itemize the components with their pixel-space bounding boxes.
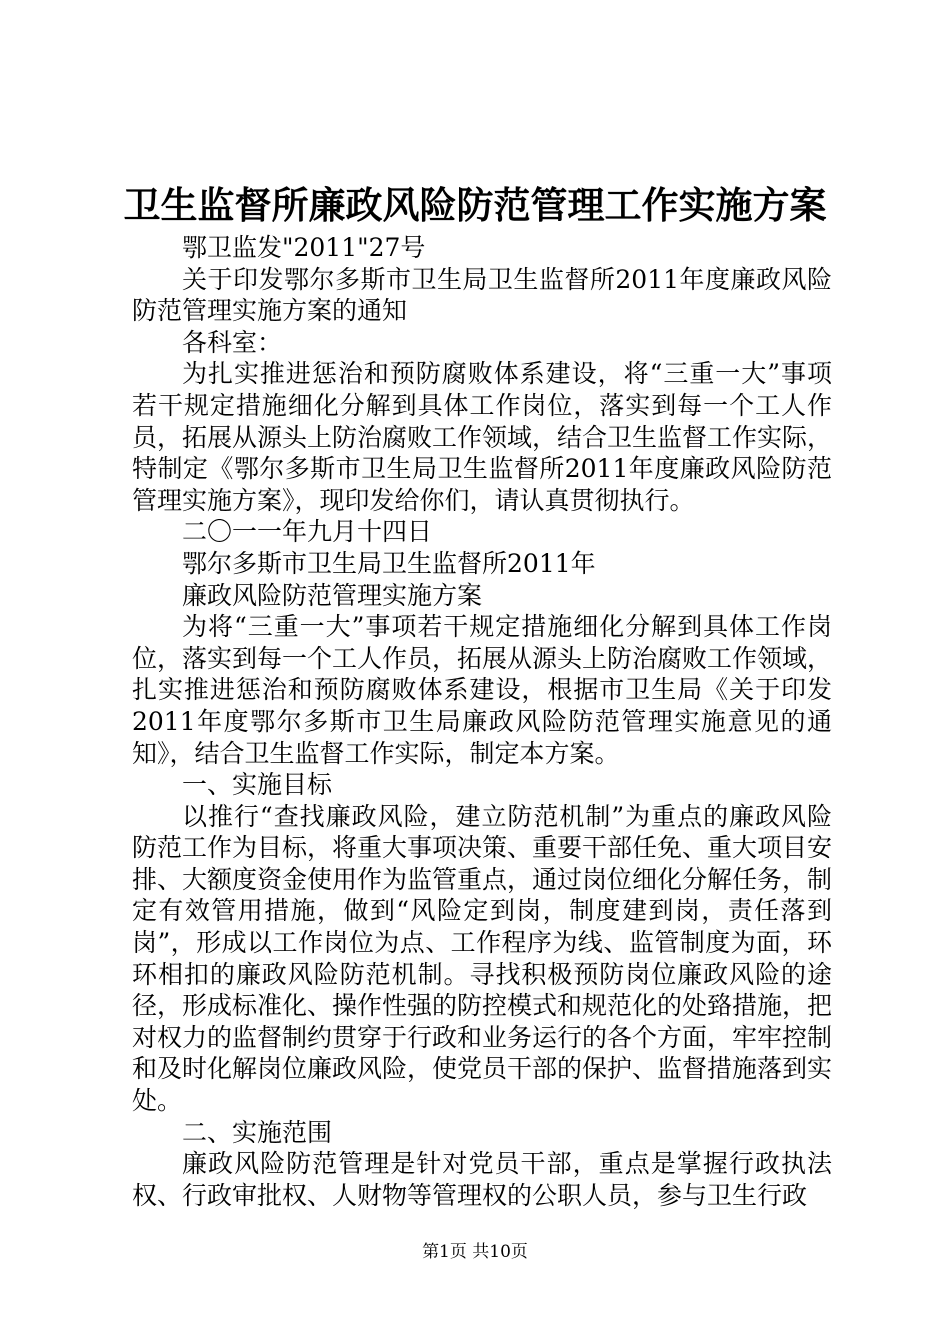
salutation: 各科室：	[182, 327, 283, 357]
issue-date: 二〇一一年九月十四日	[182, 517, 433, 547]
plan-title-line-2: 廉政风险防范管理实施方案	[182, 580, 483, 610]
body-paragraph: 为扎实推进惩治和预防腐败体系建设，将“三重一大”事项若干规定措施细化分解到具体工作岗位，落实到每一个工人作员，拓展从源头上防治腐败工作领域，结合卫生监督工作实际，特制定《鄂尔多斯市卫生局卫生监督所2011年度廉政风险防范管理实施方案》，现印发给你们，请认真贯彻执行。	[132, 359, 833, 515]
body-paragraph: 为将“三重一大”事项若干规定措施细化分解到具体工作岗位，落实到每一个工人作员，拓展从源头上防治腐败工作领域，扎实推进惩治和预防腐败体系建设，根据市卫生局《关于印发2011年度鄂尔多斯市卫生局廉政风险防范管理实施意见的通知》，结合卫生监督工作实际，制定本方案。	[132, 612, 833, 768]
body-paragraph: 以推行“查找廉政风险，建立防范机制”为重点的廉政风险防范工作为目标，将重大事项决策、重要干部任免、重大项目安排、大额度资金使用作为监管重点，通过岗位细化分解任务，制定有效管用措施，做到“风险定到岗，制度建到岗，责任落到岗”，形成以工作岗位为点、工作程序为线、监管制度为面，环环相扣的廉政风险防范机制。寻找积极预防岗位廉政风险的途径，形成标准化、操作性强的防控模式和规范化的处臵措施，把对权力的监督制约贯穿于行政和业务运行的各个方面，牢牢控制和及时化解岗位廉政风险，使党员干部的保护、监督措施落到实处。	[132, 801, 833, 1116]
section-heading: 一、实施目标	[182, 770, 333, 800]
document-title: 卫生监督所廉政风险防范管理工作实施方案	[123, 183, 827, 227]
page-number: 第1页 共10页	[422, 1242, 528, 1262]
document-number: 鄂卫监发"2011"27号	[182, 233, 426, 262]
plan-title-line-1: 鄂尔多斯市卫生局卫生监督所2011年	[182, 548, 596, 578]
document-body	[132, 232, 832, 1211]
body-paragraph: 廉政风险防范管理是针对党员干部，重点是掌握行政执法权、行政审批权、人财物等管理权的公职人员，参与卫生行政	[132, 1149, 832, 1210]
section-heading: 二、实施范围	[182, 1117, 333, 1147]
notice-title: 关于印发鄂尔多斯市卫生局卫生监督所2011年度廉政风险防范管理实施方案的通知	[132, 264, 832, 326]
